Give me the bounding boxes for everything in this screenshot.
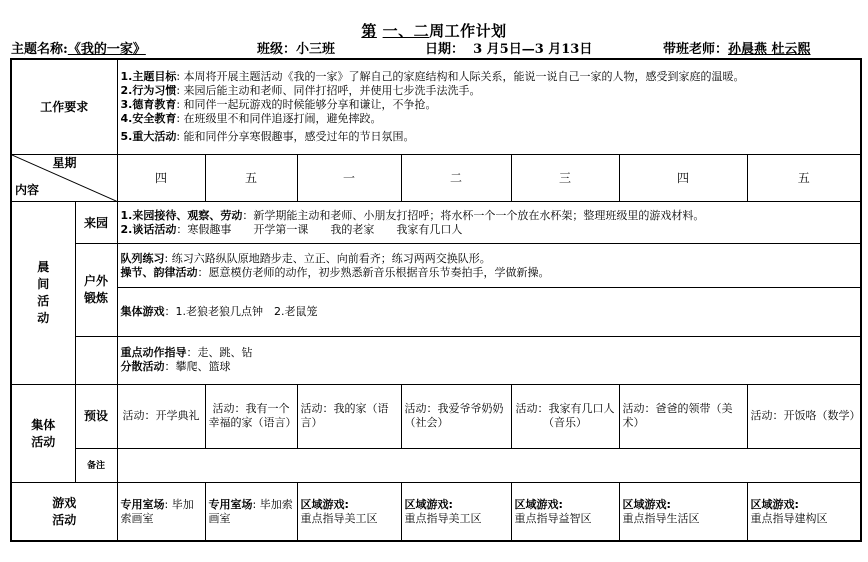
game-cell	[619, 483, 747, 541]
queue-text: : 练习六路纵队原地踏步走、立正、向前看齐；练习两两交换队形。	[164, 251, 491, 265]
game-activity-label-text: 游戏活动	[52, 495, 77, 527]
focus-cell	[117, 336, 861, 384]
content-label: 内容	[15, 183, 40, 198]
game-cell	[511, 483, 619, 541]
requirement-text: : 在班级里不和同伴追逐打闹，避免摔跤。	[176, 111, 382, 125]
requirements-row	[11, 59, 861, 154]
group-game-cell	[117, 288, 861, 336]
day-header: 四	[117, 154, 205, 201]
arrival-key: 1.来园接待、观察、劳动	[120, 208, 243, 222]
arrival-label: 来园	[75, 202, 117, 244]
arrival-text: ：新学期能主动和老师、小朋友打招呼；将水杯一个一个放在水杯架；整理班级里的游戏材料。	[242, 208, 705, 222]
note-row	[11, 449, 861, 483]
day-header: 五	[747, 154, 861, 201]
game-key: 专用室场	[120, 497, 165, 511]
requirement-text: : 本周将开展主题活动《我的一家》了解自己的家庭结构和人际关系，能说一说自己一家的人物，感受到家庭的温暖。	[176, 69, 745, 83]
class-label: 班级：	[257, 42, 297, 57]
game-activity-label	[11, 483, 117, 541]
game-text: 重点指导生活区	[622, 511, 700, 525]
group-activity-label	[11, 384, 75, 482]
game-key: 区域游戏:	[750, 497, 799, 511]
rhythm-text: ：愿意模仿老师的动作，初步熟悉新音乐根据音乐节奏拍手，学做新操。	[197, 265, 550, 279]
theme-label: 主题名称:	[11, 42, 68, 57]
game-cell	[117, 483, 205, 541]
preset-cell: 活动：我家有几口人（音乐）	[511, 384, 619, 448]
game-cell	[205, 483, 297, 541]
note-label: 备注	[75, 449, 117, 483]
requirement-key: 2.行为习惯	[120, 83, 177, 97]
preset-row	[11, 384, 861, 448]
outdoor-label	[75, 244, 117, 336]
scatter-key: 分散活动	[120, 360, 165, 374]
game-text: 重点指导美工区	[300, 511, 378, 525]
scatter-text: ：攀爬、篮球	[164, 360, 231, 374]
group-activity-label-text: 集体活动	[31, 417, 56, 449]
weekly-plan-table	[10, 58, 862, 542]
day-header: 一	[297, 154, 401, 201]
game-cell	[747, 483, 861, 541]
focus-text: ：走、跳、钻	[186, 346, 253, 360]
teacher-label: 带班老师：	[663, 42, 729, 57]
preset-cell: 活动：我爱爷爷奶奶（社会）	[401, 384, 511, 448]
date-label: 日期：	[425, 42, 465, 57]
outdoor-row	[11, 244, 861, 288]
game-text: : 毕加索画室	[120, 497, 194, 525]
game-cell	[401, 483, 511, 541]
focus-key: 重点动作指导	[120, 346, 187, 360]
game-key: 区域游戏:	[514, 497, 563, 511]
arrival-row	[11, 202, 861, 244]
date-field	[425, 38, 592, 57]
note-cell	[117, 449, 861, 483]
days-corner-cell	[11, 154, 117, 201]
class-field	[257, 38, 335, 57]
requirement-key: 3.德育教育	[120, 97, 177, 111]
arrival-text: ：寒假趣事 开学第一课 我的老家 我家有几口人	[176, 222, 463, 236]
game-text: : 毕加索画室	[208, 497, 293, 525]
morning-label-text: 晨间活动	[37, 259, 50, 325]
requirement-item	[121, 84, 858, 98]
date-value: 3 月5日—3 月13日	[473, 42, 593, 57]
requirement-item	[121, 98, 858, 112]
morning-label	[11, 202, 75, 385]
queue-key: 队列练习	[120, 251, 165, 265]
preset-cell: 活动：开学典礼	[117, 384, 205, 448]
requirement-key: 4.安全教育	[120, 111, 177, 125]
requirement-item	[121, 70, 858, 84]
rhythm-key: 操节、韵律活动	[120, 265, 198, 279]
day-header: 五	[205, 154, 297, 201]
requirement-item	[121, 130, 858, 144]
group-game-item	[121, 305, 858, 319]
teacher-field	[663, 38, 811, 57]
group-game-key: 集体游戏	[120, 305, 165, 319]
theme-field	[11, 38, 146, 57]
game-text: 重点指导美工区	[404, 511, 482, 525]
requirement-key: 1.主题目标	[120, 69, 177, 83]
arrival-cell	[117, 202, 861, 244]
week-label: 星期	[52, 155, 77, 170]
day-header: 三	[511, 154, 619, 201]
requirement-item	[121, 112, 858, 126]
queue-item	[121, 252, 858, 266]
preset-cell: 活动：我有一个幸福的家（语言）	[205, 384, 297, 448]
game-cell	[297, 483, 401, 541]
theme-value: 《我的一家》	[67, 42, 146, 57]
arrival-item	[121, 223, 858, 237]
outdoor-spacer	[75, 336, 117, 384]
class-value: 小三班	[296, 42, 336, 57]
requirements-label: 工作要求	[11, 59, 117, 154]
day-header: 四	[619, 154, 747, 201]
outdoor-label-text: 户外锻炼	[83, 273, 108, 305]
game-text: 重点指导建构区	[750, 511, 828, 525]
preset-cell: 活动：开饭咯（数学）	[747, 384, 861, 448]
game-key: 区域游戏:	[404, 497, 453, 511]
outdoor-cell	[117, 244, 861, 288]
group-game-text: ：1.老狼老狼几点钟 2.老鼠笼	[164, 305, 318, 319]
preset-cell: 活动：爸爸的领带（美术）	[619, 384, 747, 448]
arrival-key: 2.谈话活动	[120, 222, 177, 236]
day-header: 二	[401, 154, 511, 201]
preset-cell: 活动：我的家（语言）	[297, 384, 401, 448]
title-week: 一、二	[382, 22, 430, 40]
requirement-text: : 来园后能主动和老师、同伴打招呼，并使用七步洗手法洗手。	[176, 83, 481, 97]
game-row	[11, 483, 861, 541]
title-suffix: 周工作计划	[429, 22, 507, 40]
requirement-text: : 和同伴一起玩游戏的时候能够分享和谦让，不争抢。	[176, 97, 437, 111]
requirement-key: 5.重大活动	[120, 129, 177, 143]
teacher-value: 孙晨燕 杜云熙	[728, 42, 811, 57]
focus-item	[121, 346, 858, 360]
days-row	[11, 154, 861, 201]
info-bar	[11, 38, 861, 56]
requirement-text: : 能和同伴分享寒假趣事，感受过年的节日氛围。	[176, 129, 415, 143]
game-key: 专用室场	[208, 497, 253, 511]
rhythm-item	[121, 266, 858, 280]
game-text: 重点指导益智区	[514, 511, 592, 525]
game-key: 区域游戏:	[300, 497, 349, 511]
focus-row	[11, 336, 861, 384]
arrival-item	[121, 209, 858, 223]
group-game-row	[11, 288, 861, 336]
game-key: 区域游戏:	[622, 497, 671, 511]
preset-label: 预设	[75, 384, 117, 448]
title-prefix: 第	[361, 22, 377, 40]
requirements-cell	[117, 59, 861, 154]
scatter-item	[121, 360, 858, 374]
